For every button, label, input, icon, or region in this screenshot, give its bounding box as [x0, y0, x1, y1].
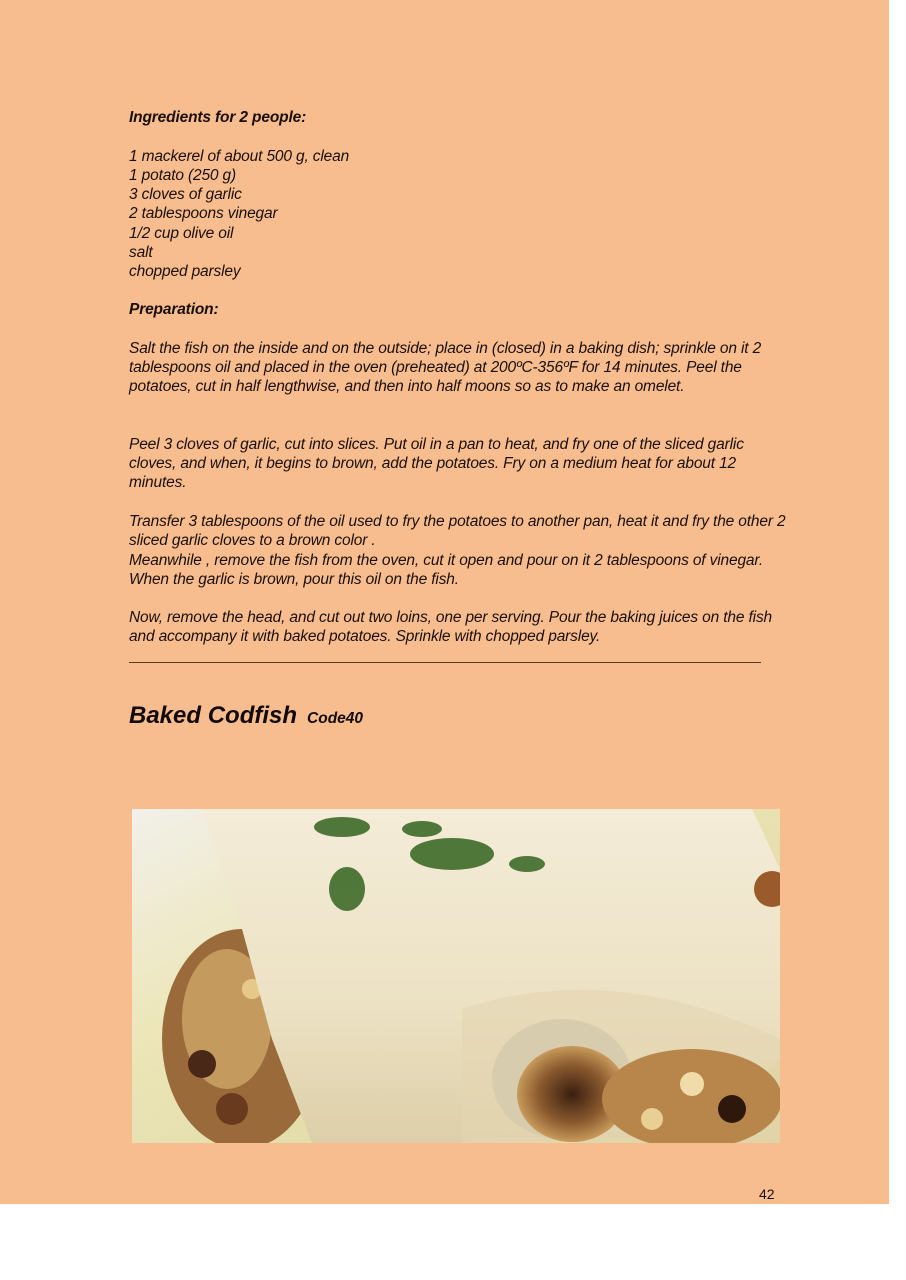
ingredient-item: 2 tablespoons vinegar — [129, 205, 278, 222]
preparation-paragraph: Transfer 3 tablespoons of the oil used to fry the potatoes to another pan, heat it and fry the other 2 sliced garlic cloves to a brown color . — [129, 513, 786, 550]
recipe-title-text: Baked Codfish — [129, 702, 298, 729]
preparation-paragraph: Peel 3 cloves of garlic, cut into slices. Put oil in a pan to heat, and fry one of the sliced garlic cloves, and when, it begins to brown, add the potatoes. Fry on a medium heat for about 12 minutes. — [129, 436, 744, 492]
page-number: 42 — [759, 1186, 775, 1202]
preparation-paragraph: Now, remove the head, and cut out two loins, one per serving. Pour the baking juices on the fish and accompany it with baked potatoes. Sprinkle with chopped parsley. — [129, 609, 773, 646]
baked-codfish-photo — [132, 809, 780, 1143]
section-divider — [129, 662, 761, 663]
ingredients-heading: Ingredients for 2 people: — [129, 109, 307, 126]
preparation-paragraph: Salt the fish on the inside and on the outside; place in (closed) in a baking dish; sprinkle on it 2 tablespoons oil and placed in the oven (preheated) at 200ºC-356ºF for 14 minutes. Peel the potatoes, cut in half lengthwise, and then into half moons so as to make an omelet. — [129, 340, 762, 396]
ingredient-item: 3 cloves of garlic — [129, 186, 242, 203]
ingredient-item: 1 potato (250 g) — [129, 167, 237, 184]
recipe-code: Code40 — [307, 710, 364, 727]
ingredient-item: 1/2 cup olive oil — [129, 225, 234, 242]
preparation-heading: Preparation: — [129, 301, 219, 318]
preparation-paragraph: Meanwhile , remove the fish from the oven, cut it open and pour on it 2 tablespoons of vinegar. When the garlic is brown, pour this oil on the fish. — [129, 552, 763, 589]
recipe-title — [129, 702, 363, 730]
ingredient-item: chopped parsley — [129, 263, 241, 280]
ingredient-item: 1 mackerel of about 500 g, clean — [129, 148, 350, 165]
ingredient-item: salt — [129, 244, 153, 261]
